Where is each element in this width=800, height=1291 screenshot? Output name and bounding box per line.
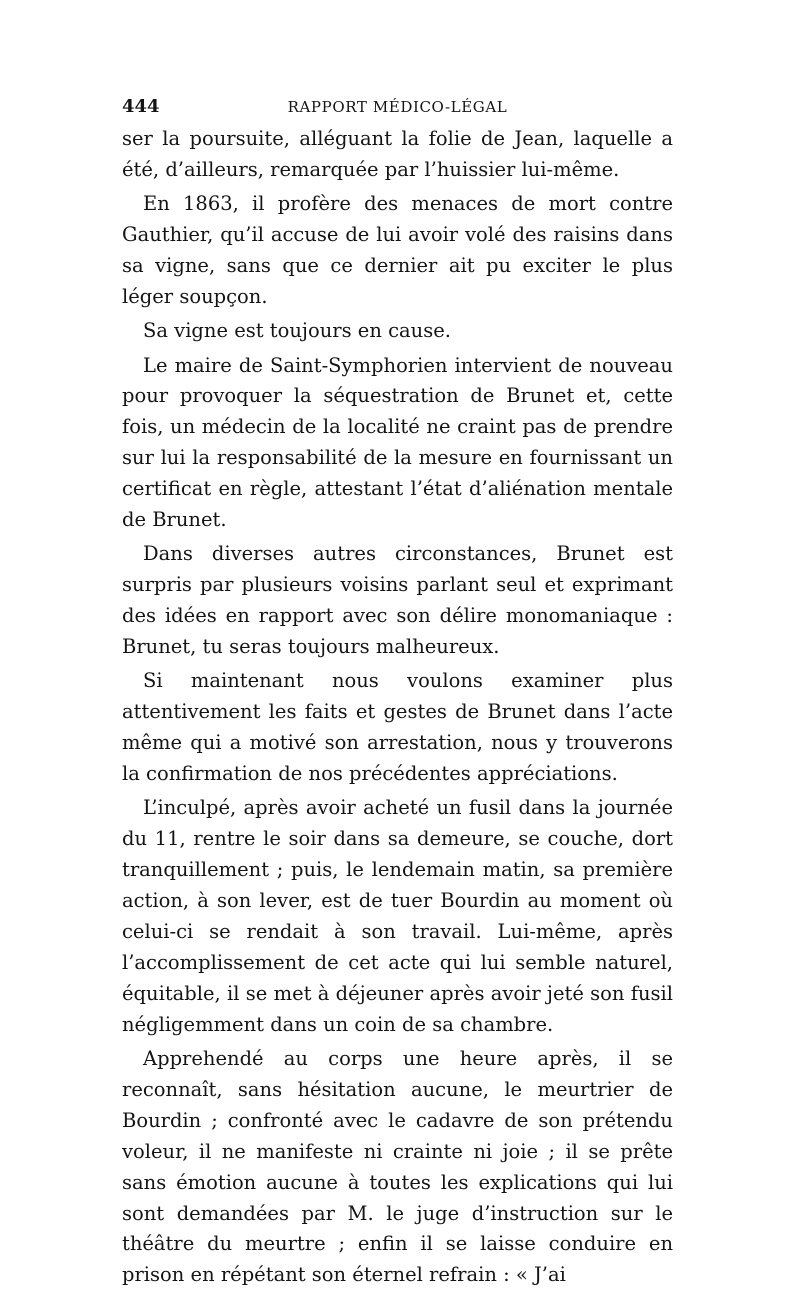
- paragraph: Le maire de Saint-Symphorien intervient de nouveau pour provoquer la séquestration de Brunet et, cette fois, un médecin de la localité ne craint pas de prendre sur lui la responsabilité de la mesure en fournissant un certificat en règle, attestant l’état d’aliénation mentale de Brunet.: [122, 353, 673, 532]
- paragraph: En 1863, il profère des menaces de mort contre Gauthier, qu’il accuse de lui avoir volé des raisins dans sa vigne, sans que ce dernier ait pu exciter le plus léger soupçon.: [122, 192, 673, 308]
- paragraph: Dans diverses autres circonstances, Brunet est surpris par plusieurs voisins parlant seul et exprimant des idées en rapport avec son délire monomaniaque : Brunet, tu seras toujours malheureux.: [122, 542, 673, 659]
- body-text: [122, 124, 673, 1291]
- paragraph: Si maintenant nous voulons examiner plus attentivement les faits et gestes de Brunet dans l’acte même qui a motivé son arrestation, nous y trouverons la confirmation de nos précédentes appréciations.: [122, 669, 673, 786]
- paragraph: Apprehendé au corps une heure après, il se reconnaît, sans hésitation aucune, le meurtrier de Bourdin ; confronté avec le cadavre de son prétendu voleur, il ne manifeste ni crainte ni joie ; il se prête sans émotion aucune à toutes les explications qui lui sont demandées par M. le juge d’instruction sur le théâtre du meurtre ; enfin il se laisse conduire en prison en répétant son éternel refrain : « J’ai: [122, 1047, 673, 1287]
- page-number: 444: [122, 96, 160, 117]
- paragraph: L’inculpé, après avoir acheté un fusil dans la journée du 11, rentre le soir dans sa demeure, se couche, dort tranquillement ; puis, le lendemain matin, sa première action, à son lever, est de tuer Bourdin au moment où celui-ci se rendait à son travail. Lui-même, après l’accomplissement de cet acte qui lui semble naturel, équitable, il se met à déjeuner après avoir jeté son fusil négligemment dans un coin de sa chambre.: [122, 796, 673, 1036]
- running-head: [122, 94, 673, 120]
- running-title: RAPPORT MÉDICO-LÉGAL: [287, 98, 508, 116]
- paragraph: ser la poursuite, alléguant la folie de Jean, laquelle a été, d’ailleurs, remarquée par l’huissier lui-même.: [122, 127, 673, 181]
- paragraph: Sa vigne est toujours en cause.: [143, 319, 451, 343]
